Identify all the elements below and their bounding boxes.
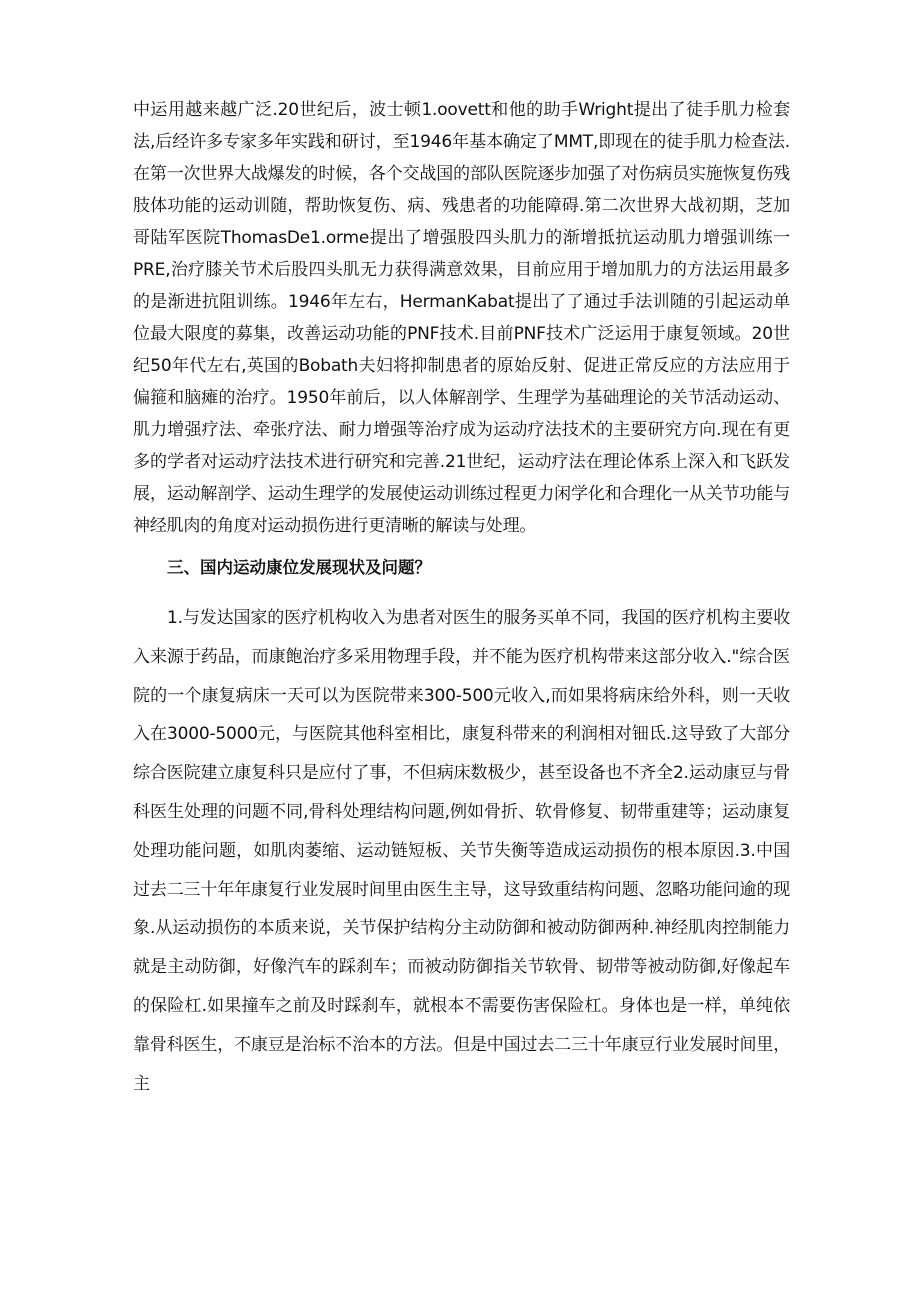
body-paragraph-history: 中运用越来越广泛.20世纪后，波士顿1.oovett和他的助手Wright提出了徒手肌力检套法,后经许多专家多年实践和研讨，至1946年基本确定了MMT,即现在的徒手肌力检查法.在第一次世界大战爆发的时候，各个交战国的部队医院逐步加强了对伤病员实施恢复伤残肢体功能的运动训随，帮助恢复伤、病、残患者的功能障碍.第二次世界大战初期，芝加哥陆军医院ThomasDe1.orme提出了增强股四头肌力的渐增抵抗运动肌力增强训练一PRE,治疗膝关节术后股四头肌无力获得满意效果，目前应用于增加肌力的方法运用最多的是渐进抗阻训练。1946年左右，HermanKabat提出了了通过手法训随的引起运动单位最大限度的募集，改善运动功能的PNF技术.目前PNF技术广泛运用于康复领域。20世纪50年代左右,英国的Bobath夫妇将抑制患者的原始反射、促进正常反应的方法应用于偏箍和脑瘫的治疗。1950年前后，以人体解剖学、生理学为基础理论的关节活动运动、肌力增强疗法、牵张疗法、耐力增强等治疗成为运动疗法技术的主要研究方向.现在有更多的学者对运动疗法技术进行研究和完善.21世纪，运动疗法在理论体系上深入和飞跃发展，运动解剖学、运动生理学的发展使运动训练过程更力闲学化和合理化一从关节功能与神经肌肉的角度对运动损伤进行更清晰的解读与处理。 [133, 100, 790, 536]
body-paragraph-domestic-status: 1.与发达国家的医疗机构收入为患者对医生的服务买单不同，我国的医疗机构主要收入来源于药品，而康飽治疗多采用物理手段，并不能为医疗机构带来这部分收入."综合医院的一个康复病床一天可以为医院带来300-500元收入,而如果将病床给外科，则一天收入在3000-5000元，与医院其他科室相比，康复科带来的利润相对钿氐.这导致了大部分综合医院建立康复科只是应付了事，不但病床数极少，甚至设备也不齐全2.运动康豆与骨科医生处理的问题不同,骨科处理结构问题,例如骨折、软骨修复、韧带重建等；运动康复处理功能问题，如肌肉萎缩、运动链短板、关节失衡等造成运动损伤的根本原因.3.中国过去二三十年年康复行业发展时间里由医生主导，这导致重结构问题、忽略功能问逾的现象.从运动损伤的本质来说，关节保护结构分主动防御和被动防御两种.神经肌肉控制能力就是主动防御，好像汽车的踩刹车；而被动防御指关节软骨、韧带等被动防御,好像起车的保险杠.如果撞车之前及时踩刹车，就根本不需要伤害保险杠。身体也是一样，单纯依靠骨科医生，不康豆是治标不治本的方法。但是中国过去二三十年康豆行业发展时间里，主 [133, 608, 790, 1094]
document-page [133, 94, 790, 1103]
section-heading: 三、国内运动康位发展现状及问题？ [167, 558, 431, 577]
